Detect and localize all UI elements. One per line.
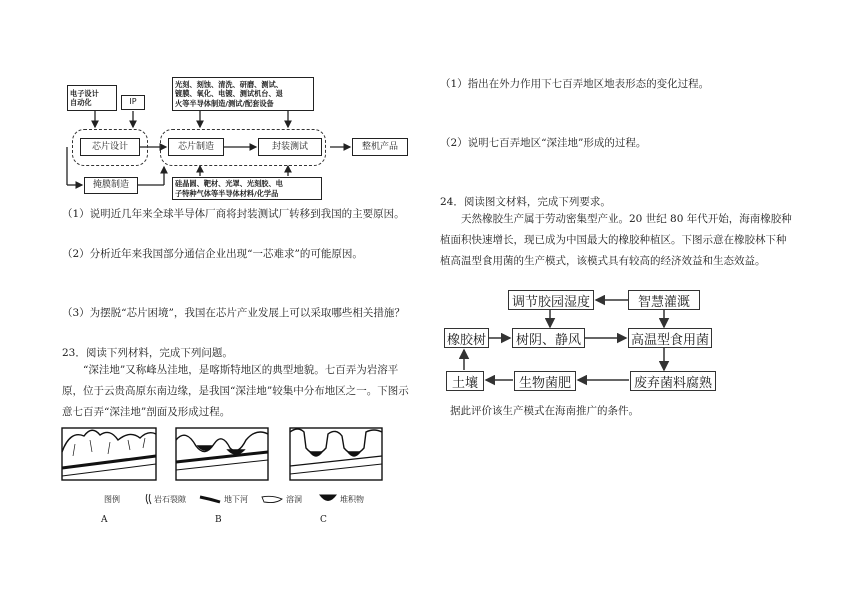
flow-fungus — [628, 328, 712, 348]
design-label: 芯片设计 — [91, 141, 128, 152]
question-24-task: 据此评价该生产模式在海南推广的条件。 — [450, 405, 639, 417]
right-question-2: （2）说明七百弄地区“深洼地”形成的过程。 — [440, 137, 647, 149]
equipment-box — [172, 77, 314, 111]
materials-box — [172, 177, 322, 200]
karst-panel-b — [176, 428, 268, 480]
mask-label: 掩膜制造 — [92, 180, 129, 191]
left-question-3: （3）为摆脱“芯片困境”，我国在芯片产业发展上可以采取哪些相关措施？ — [62, 307, 405, 319]
karst-panel-c — [290, 428, 382, 480]
question-23-text: “深洼地”又称峰丛洼地，是喀斯特地区的典型地貌。七百弄为岩溶平原，位于云贵高原东南边缘，是我国“深洼地”较集中分布地区之一。下图示意七百弄“深洼地”剖面及形成过程。 — [62, 364, 409, 418]
ip-label: IP — [129, 97, 137, 107]
eda-label: 电子设计 自动化 — [70, 88, 99, 107]
flow-soil-label: 土壤 — [451, 375, 478, 391]
left-question-1: （1）说明近几年来全球半导体厂商将封装测试厂转移到我国的主要原因。 — [62, 208, 405, 220]
packaging-box — [258, 138, 322, 156]
ip-box — [121, 95, 145, 110]
design-box — [80, 138, 140, 156]
legend-fissure: 岩石裂隙 — [154, 495, 186, 504]
right-question-1: （1）指出在外力作用下七百弄地区地表形态的变化过程。 — [440, 78, 710, 90]
flow-rubber — [444, 328, 489, 348]
product-box — [352, 138, 408, 156]
flow-humidity-label: 调节胶园湿度 — [511, 294, 590, 310]
flow-irrigation-label: 智慧灌溉 — [637, 294, 690, 310]
flow-waste-label: 废弃菌料腐熟 — [633, 375, 712, 391]
flow-waste — [630, 371, 716, 391]
flow-fungus-label: 高温型食用菌 — [630, 332, 709, 348]
eda-box — [67, 85, 117, 111]
legend-cave: 溶洞 — [286, 495, 302, 504]
flow-shade — [512, 328, 585, 348]
legend-deposit: 堆积物 — [340, 495, 364, 504]
panel-label-c: C — [320, 515, 327, 525]
legend-title: 图例 — [104, 495, 120, 504]
panel-label-b: B — [215, 515, 222, 525]
left-question-2: （2）分析近年来我国部分通信企业出现“一芯难求”的可能原因。 — [62, 248, 363, 260]
flow-humidity — [508, 290, 594, 310]
manufacture-label: 芯片制造 — [177, 141, 214, 152]
product-label: 整机产品 — [361, 141, 398, 152]
mask-box — [84, 177, 138, 194]
flow-irrigation — [628, 290, 700, 310]
flow-fertilizer-label: 生物菌肥 — [518, 375, 571, 391]
manufacture-box — [168, 138, 224, 156]
packaging-label: 封装测试 — [271, 141, 308, 152]
legend-river: 地下河 — [224, 495, 248, 504]
question-24-title: 24．阅读图文材料，完成下列要求。 — [440, 196, 611, 208]
materials-label: 硅晶圆、靶材、光罩、光刻胶、电 子特种气体等半导体材料/化学品 — [175, 179, 283, 198]
flow-fertilizer — [514, 371, 576, 391]
flow-shade-label: 树阴、静风 — [515, 332, 581, 348]
question-23-title: 23．阅读下列材料，完成下列问题。 — [62, 347, 233, 359]
flow-soil — [446, 371, 484, 391]
question-24-text: 天然橡胶生产属于劳动密集型产业。20 世纪 80 年代开始，海南橡胶种植面积快速增长，现已成为中国最大的橡胶种植区。下图示意在橡胶林下种植高温型食用菌的生产模式，该模式具有较高的经济效益和生态效益。 — [440, 213, 792, 267]
karst-panel-a — [62, 428, 156, 480]
flow-rubber-label: 橡胶树 — [446, 332, 486, 348]
equipment-label: 光刻、刻蚀、清洗、研磨、测试、 镀膜、氧化、电镀、测试机台、退 火等半导体制造/测试/配套设备 — [175, 79, 283, 108]
panel-label-a: A — [101, 515, 108, 525]
